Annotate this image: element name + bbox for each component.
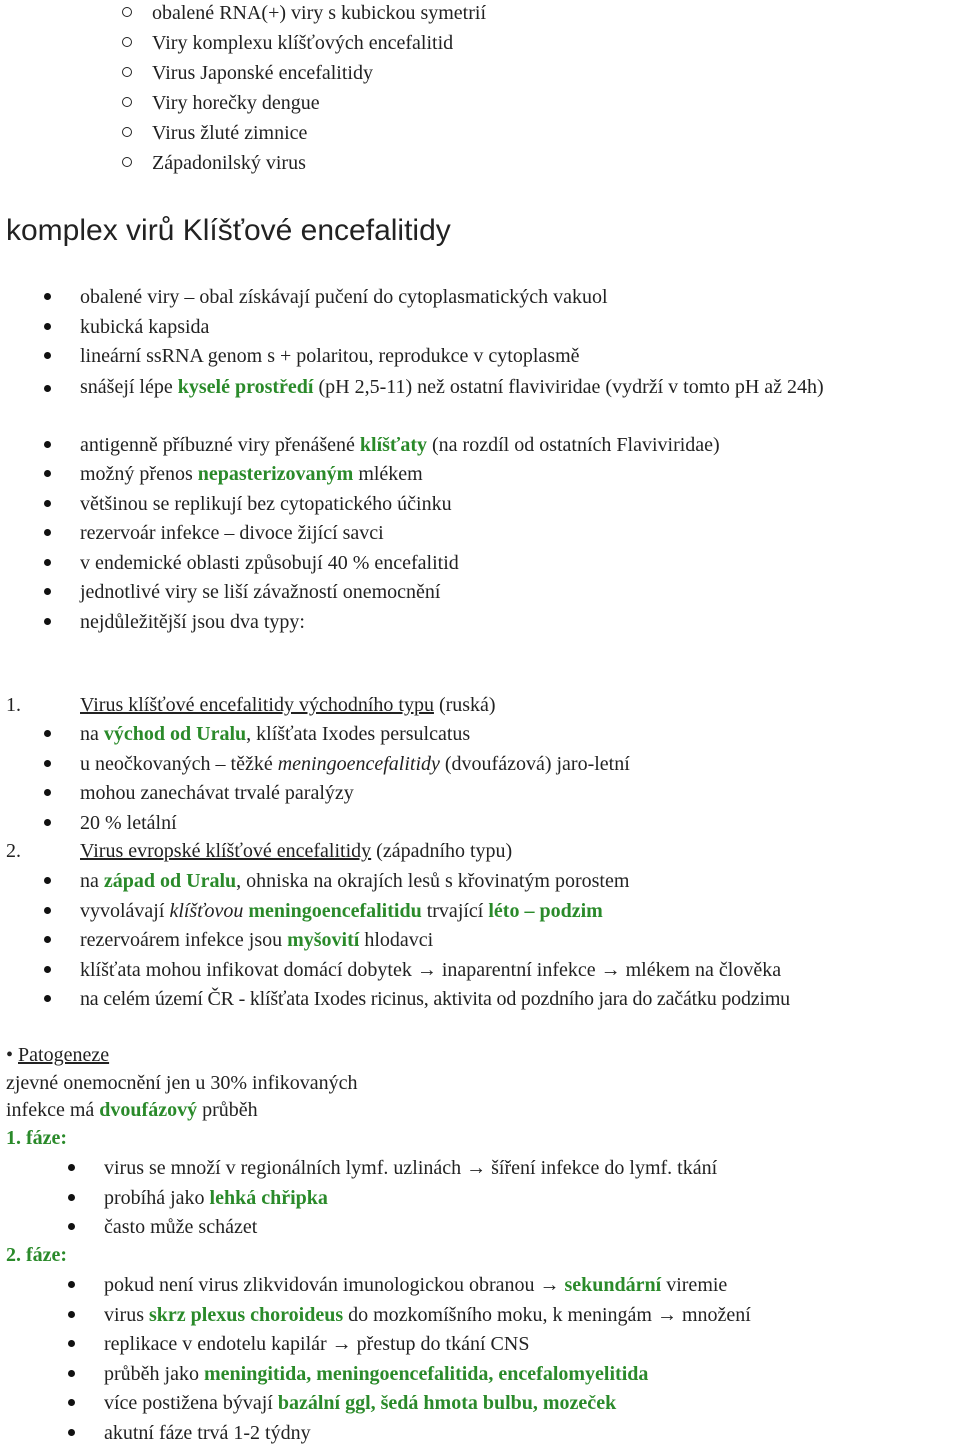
list-item: v endemické oblasti způsobují 40 % encefalitid: [40, 550, 940, 580]
patogeneze-line: zjevné onemocnění jen u 30% infikovaných: [6, 1072, 358, 1094]
list-item: snášejí lépe kyselé prostředí (pH 2,5-11) než ostatní flaviviridae (vydrží v tomto pH až 24h): [40, 373, 940, 432]
list-item: jednotlivé viry se liší závažností onemocnění: [40, 579, 940, 609]
list-item: většinou se replikují bez cytopatického účinku: [40, 491, 940, 521]
type1-title: Virus klíšťové encefalitidy východního typu (ruská): [80, 694, 496, 716]
bullet-icon: [44, 877, 51, 884]
type2-number: 2.: [6, 840, 21, 862]
patogeneze-heading: • Patogeneze: [6, 1044, 110, 1066]
bullet-icon: [44, 559, 51, 566]
bullet-icon: [44, 352, 51, 359]
list-item: klíšťata mohou infikovat domácí dobytek → inaparentní infekce → mlékem na člověka: [40, 957, 790, 987]
hollow-bullet-icon: [122, 67, 132, 77]
list-item: více postižena bývají bazální ggl, šedá hmota bulbu, mozeček: [64, 1390, 751, 1420]
bullet-icon: [68, 1340, 75, 1347]
bullet-icon: [44, 470, 51, 477]
list-item: na západ od Uralu, ohniska na okrajích lesů s křovinatým porostem: [40, 868, 790, 898]
list-item: rezervoárem infekce jsou myšovití hlodavci: [40, 927, 790, 957]
patogeneze-line: infekce má dvoufázový průběh: [6, 1099, 258, 1121]
list-item: obalené viry – obal získávají pučení do cytoplasmatických vakuol: [40, 284, 940, 314]
bullet-icon: [44, 760, 51, 767]
list-item: rezervoár infekce – divoce žijící savci: [40, 520, 940, 550]
list-item: Virus žluté zimnice: [118, 120, 486, 150]
list-item: pokud není virus zlikvidován imunologickou obranou → sekundární viremie: [64, 1272, 751, 1302]
list-item: 20 % letální: [40, 810, 630, 840]
list-item: akutní fáze trvá 1-2 týdny: [64, 1420, 751, 1450]
hollow-bullet-icon: [122, 7, 132, 17]
bullet-icon: [44, 819, 51, 826]
list-item: u neočkovaných – těžké meningoencefalitidy (dvoufázová) jaro-letní: [40, 751, 630, 781]
bullet-icon: [44, 995, 51, 1002]
bullet-icon: [44, 500, 51, 507]
bullet-icon: [44, 293, 51, 300]
type2-title: Virus evropské klíšťové encefalitidy (západního typu): [80, 840, 513, 862]
phase1-label: 1. fáze:: [6, 1127, 68, 1149]
section-heading: komplex virů Klíšťové encefalitidy: [6, 214, 451, 247]
bullet-icon: [68, 1370, 75, 1377]
bullet-icon: [68, 1311, 75, 1318]
complex-list: [40, 284, 940, 638]
bullet-icon: [44, 323, 51, 330]
bullet-icon: [44, 529, 51, 536]
list-item: Viry komplexu klíšťových encefalitid: [118, 30, 486, 60]
bullet-icon: [44, 936, 51, 943]
hollow-bullet-icon: [122, 127, 132, 137]
hollow-bullet-icon: [122, 37, 132, 47]
bullet-icon: [44, 730, 51, 737]
bullet-icon: [44, 618, 51, 625]
list-item: virus se množí v regionálních lymf. uzlinách → šíření infekce do lymf. tkání: [64, 1155, 717, 1185]
list-item: nejdůležitější jsou dva typy:: [40, 609, 940, 639]
phase1-list: [64, 1155, 717, 1244]
list-item: často může scházet: [64, 1214, 717, 1244]
list-item: probíhá jako lehká chřipka: [64, 1185, 717, 1215]
bullet-icon: [68, 1399, 75, 1406]
type2-list: [40, 868, 790, 1016]
bullet-icon: [44, 385, 51, 392]
list-item: průběh jako meningitida, meningoencefalitida, encefalomyelitida: [64, 1361, 751, 1391]
bullet-icon: [68, 1164, 75, 1171]
phase2-list: [64, 1272, 751, 1450]
phase2-label: 2. fáze:: [6, 1244, 68, 1266]
list-item: na východ od Uralu, klíšťata Ixodes persulcatus: [40, 721, 630, 751]
list-item: antigenně příbuzné viry přenášené klíšťaty (na rozdíl od ostatních Flaviviridae): [40, 432, 940, 462]
list-item: možný přenos nepasterizovaným mlékem: [40, 461, 940, 491]
bullet-icon: [44, 588, 51, 595]
type1-number: 1.: [6, 694, 21, 716]
bullet-icon: [44, 789, 51, 796]
hollow-bullet-icon: [122, 157, 132, 167]
bullet-icon: [68, 1194, 75, 1201]
bullet-icon: [44, 441, 51, 448]
bullet-icon: [68, 1281, 75, 1288]
list-item: lineární ssRNA genom s + polaritou, reprodukce v cytoplasmě: [40, 343, 940, 373]
hollow-bullet-icon: [122, 97, 132, 107]
list-item: vyvolávají klíšťovou meningoencefalitidu trvající léto – podzim: [40, 898, 790, 928]
list-item: Západonilský virus: [118, 150, 486, 180]
bullet-icon: [68, 1429, 75, 1436]
list-item: virus skrz plexus choroideus do mozkomíšního moku, k meningám → množení: [64, 1302, 751, 1332]
flavi-list: [118, 0, 486, 180]
list-item: Virus Japonské encefalitidy: [118, 60, 486, 90]
list-item: kubická kapsida: [40, 314, 940, 344]
list-item: mohou zanechávat trvalé paralýzy: [40, 780, 630, 810]
list-item: obalené RNA(+) viry s kubickou symetrií: [118, 0, 486, 30]
list-item: na celém území ČR - klíšťata Ixodes ricinus, aktivita od pozdního jara do začátku podzimu: [40, 986, 790, 1016]
bullet-icon: [44, 907, 51, 914]
bullet-icon: [68, 1223, 75, 1230]
list-item: replikace v endotelu kapilár → přestup do tkání CNS: [64, 1331, 751, 1361]
list-item: Viry horečky dengue: [118, 90, 486, 120]
type1-list: [40, 721, 630, 839]
bullet-icon: [44, 966, 51, 973]
